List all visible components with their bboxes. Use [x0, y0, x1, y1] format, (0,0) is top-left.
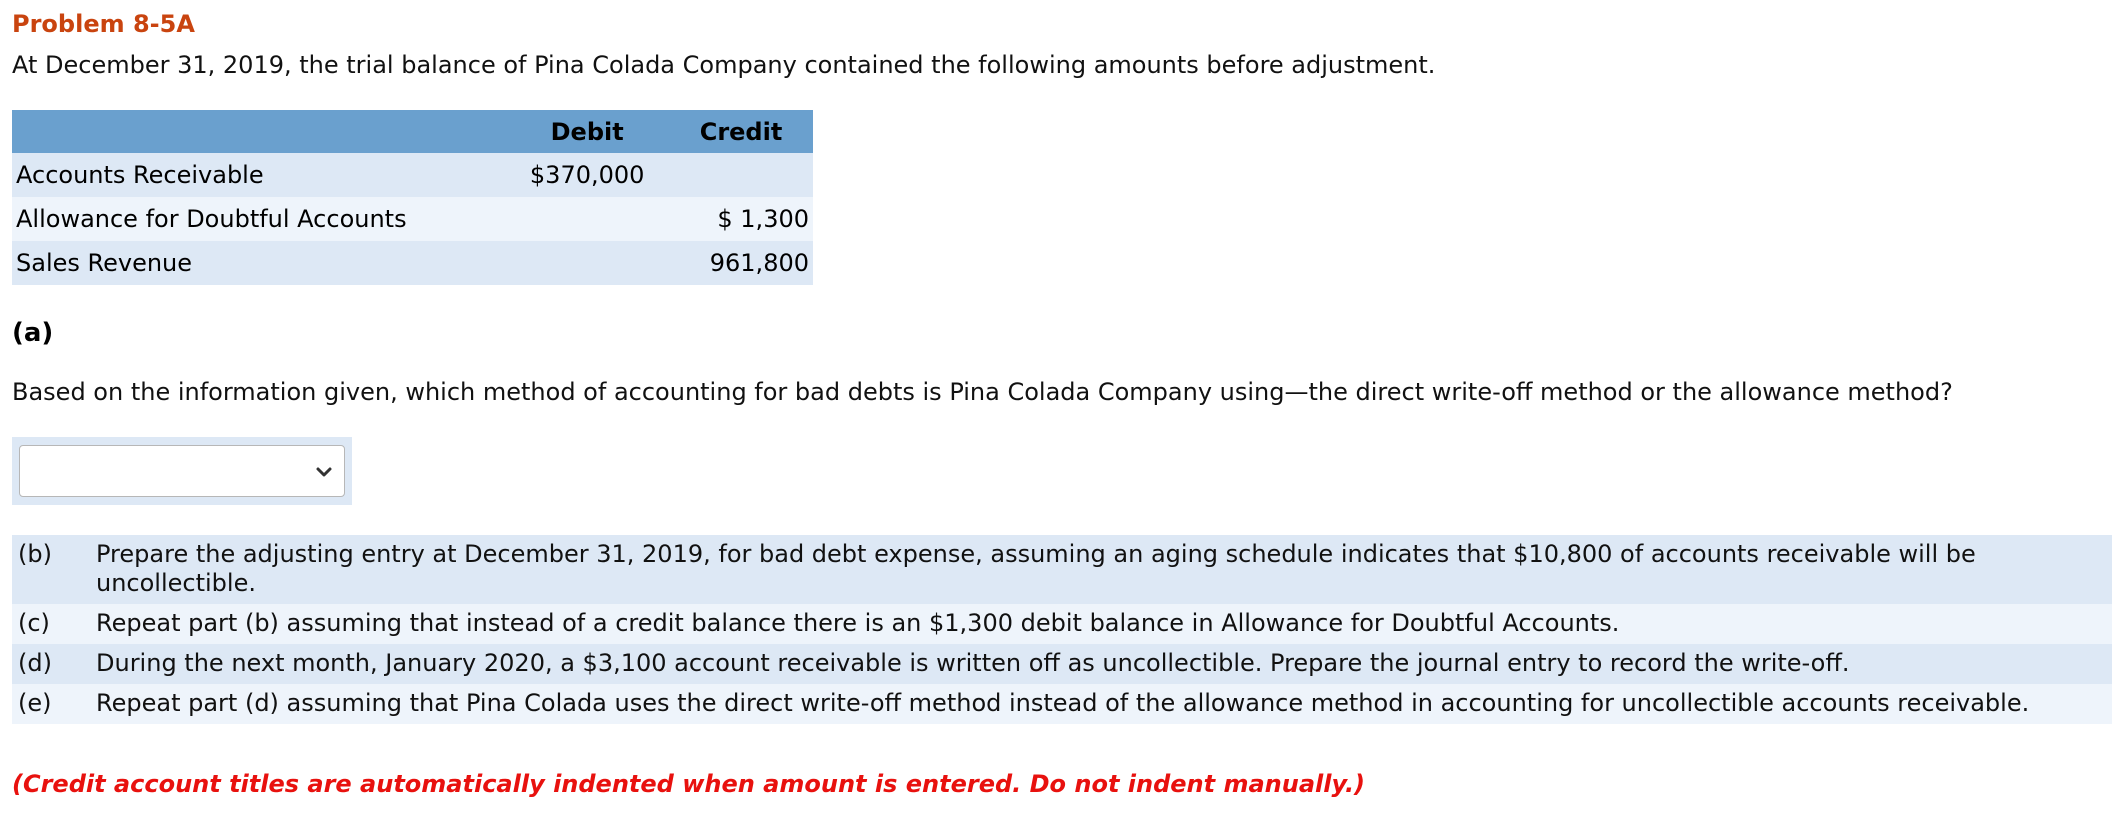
part-a-label: (a): [12, 318, 54, 348]
account-cell: Allowance for Doubtful Accounts: [12, 197, 505, 241]
header-credit: Credit: [669, 110, 813, 153]
part-row-c: [12, 604, 2112, 644]
part-text: Repeat part (d) assuming that Pina Colada uses the direct write-off method instead of the allowance method in accounting for uncollectible accounts receivable.: [96, 689, 2030, 717]
header-account: [12, 110, 505, 153]
part-letter: (e): [18, 689, 52, 717]
part-letter: (d): [18, 649, 52, 677]
part-text: Prepare the adjusting entry at December 31, 2019, for bad debt expense, assuming an aging schedule indicates that $10,800 of accounts receivable will be uncollectible.: [96, 540, 1976, 597]
intro-text: At December 31, 2019, the trial balance of Pina Colada Company contained the following amounts before adjustment.: [12, 51, 1436, 79]
part-letter: (c): [18, 609, 50, 637]
table-row: [12, 197, 813, 241]
part-text: Repeat part (b) assuming that instead of a credit balance there is an $1,300 debit balance in Allowance for Doubtful Accounts.: [96, 609, 1620, 637]
debit-cell: [505, 197, 669, 241]
table-row: [12, 153, 813, 197]
part-a-question: Based on the information given, which method of accounting for bad debts is Pina Colada Company using—the direct write-off method or the allowance method?: [12, 378, 1953, 406]
part-row-e: [12, 684, 2112, 724]
credit-cell: [669, 153, 813, 197]
credit-cell: $ 1,300: [669, 197, 813, 241]
debit-cell: $370,000: [505, 153, 669, 197]
debit-cell: [505, 241, 669, 285]
trial-balance-table: [12, 110, 813, 285]
problem-title: Problem 8-5A: [12, 10, 195, 38]
account-cell: Accounts Receivable: [12, 153, 505, 197]
method-select[interactable]: [19, 445, 345, 497]
table-row: [12, 241, 813, 285]
parts-list: [12, 535, 2112, 724]
chevron-down-icon: [314, 462, 334, 482]
part-row-d: [12, 644, 2112, 684]
credit-cell: 961,800: [669, 241, 813, 285]
part-text: During the next month, January 2020, a $3,100 account receivable is written off as uncollectible. Prepare the journal entry to record the write-off.: [96, 649, 1850, 677]
instruction-note: (Credit account titles are automatically indented when amount is entered. Do not indent manually.): [12, 770, 1366, 798]
account-cell: Sales Revenue: [12, 241, 505, 285]
trial-balance-header: [12, 110, 813, 153]
header-debit: Debit: [505, 110, 669, 153]
part-letter: (b): [18, 540, 52, 568]
method-select-container: [12, 437, 352, 505]
part-row-b: [12, 535, 2112, 604]
